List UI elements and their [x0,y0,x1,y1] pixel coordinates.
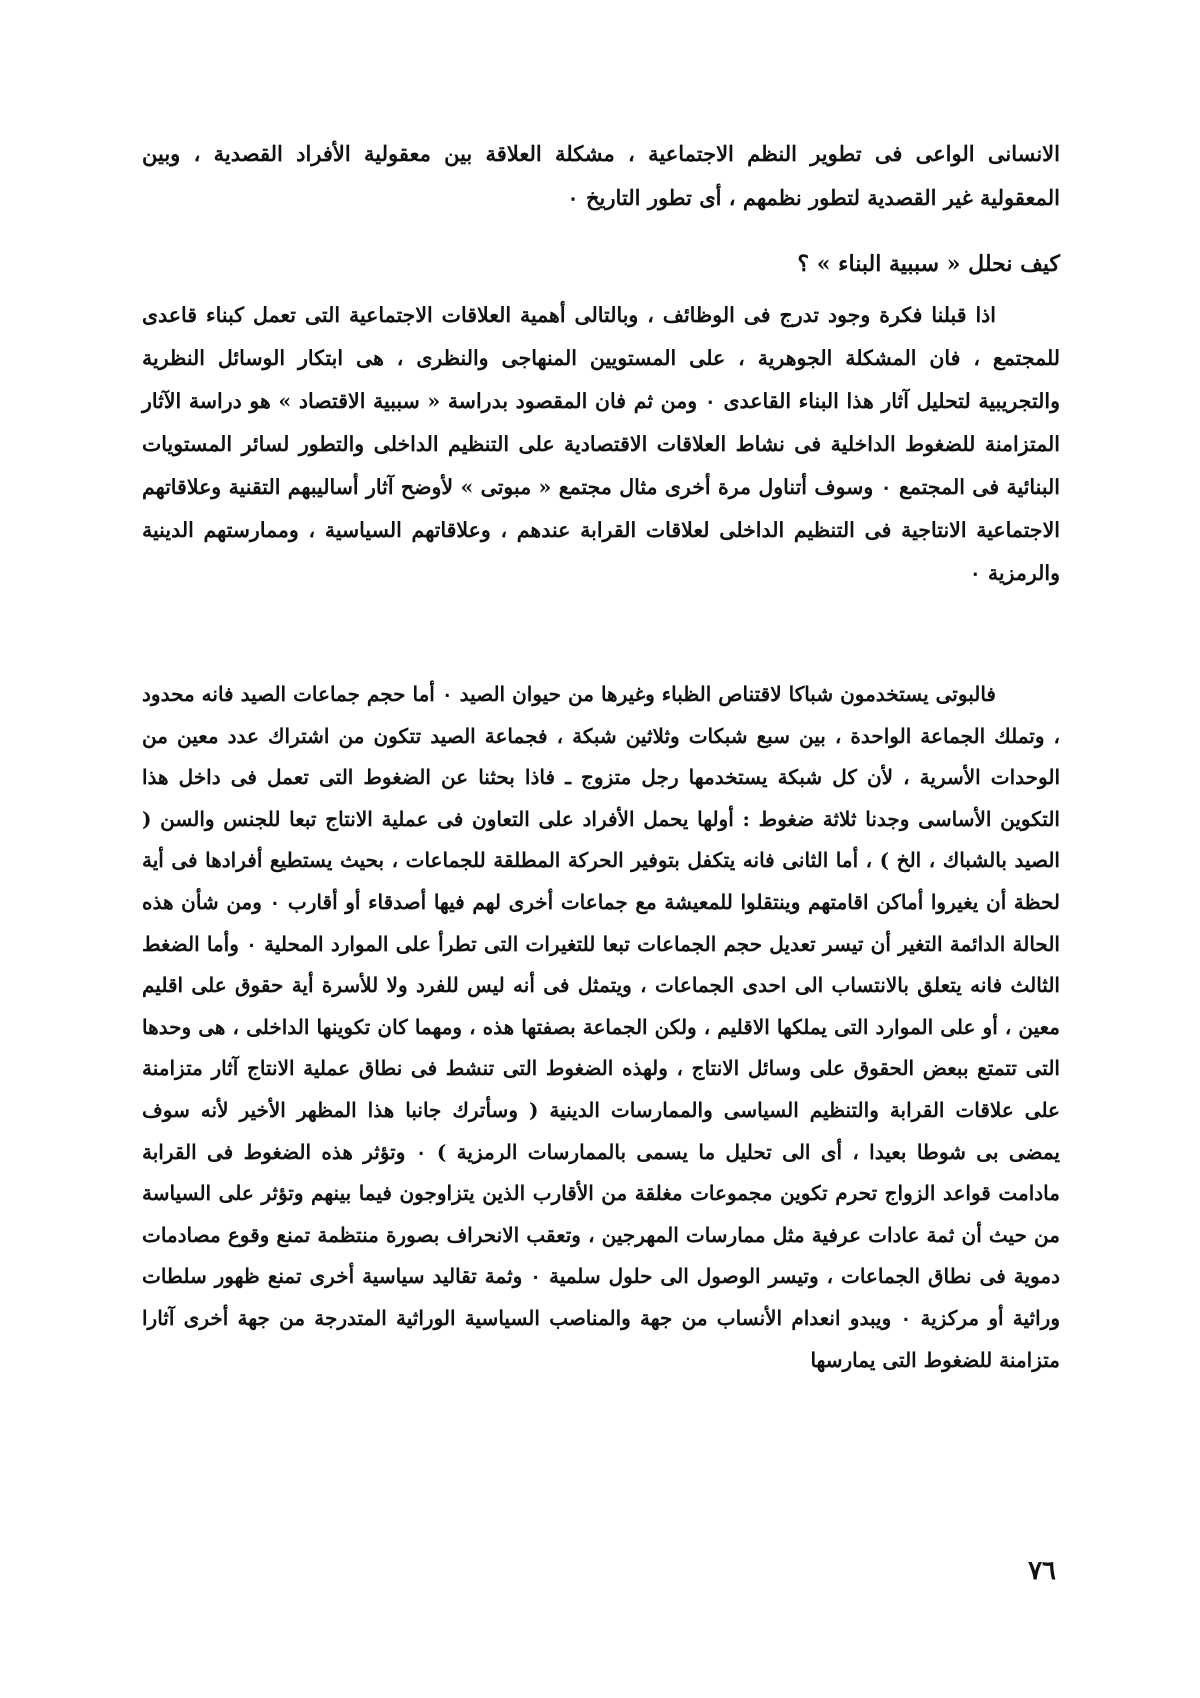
page-number: ٧٦ [1028,1556,1056,1586]
paragraph-mbuti-example-text: فالبوتى يستخدمون شباكا لاقتناص الظباء وغيرها من حيوان الصيد ٠ أما حجم جماعات الصيد فانه محدود ، وتملك الجماعة الواحدة ، بين سبع شبكات وثلاثين شبكة ، فجماعة الصيد تتكون من اشتراك عدد معين من الوحدات الأسرية ، لأن كل شبكة يستخدمها رجل متزوج ـ فاذا بحثنا عن الضغوط التى تعمل فى داخل هذا التكوين الأساسى وجدنا ثلاثة ضغوط : أولها يحمل الأفراد على التعاون فى عملية الانتاج تبعا للجنس والسن ( الصيد بالشباك ، الخ ) ، أما الثانى فانه يتكفل بتوفير الحركة المطلقة للجماعات ، بحيث يستطيع أفرادها فى أية لحظة أن يغيروا أماكن اقامتهم وينتقلوا للمعيشة مع جماعات أخرى لهم فيها أصدقاء أو أقارب ٠ ومن شأن هذه الحالة الدائمة التغير أن تيسر تعديل حجم الجماعات تبعا للتغيرات التى تطرأ على الموارد المحلية ٠ وأما الضغط الثالث فانه يتعلق بالانتساب الى احدى الجماعات ، ويتمثل فى أنه ليس للفرد ولا للأسرة أية حقوق على اقليم معين ، أو على الموارد التى يملكها الاقليم ، ولكن الجماعة بصفتها هذه ، ومهما كان تكوينها الداخلى ، هى وحدها التى تتمتع ببعض الحقوق على وسائل الانتاج ، ولهذه الضغوط التى تنشط فى نطاق عملية الانتاج آثار متزامنة على علاقات القرابة والتنظيم السياسى والممارسات الدينية ( وسأترك جانبا هذا المظهر الأخير لأنه سوف يمضى بى شوطا بعيدا ، أى الى تحليل ما يسمى بالممارسات الرمزية ) ٠ وتؤثر هذه الضغوط فى القرابة مادامت قواعد الزواج تحرم تكوين مجموعات مغلقة من الأقارب الذين يتزاوجون فيما بينهم وتؤثر على السياسة من حيث أن ثمة عادات عرفية مثل ممارسات المهرجين ، وتعقب الانحراف بصورة منتظمة تمنع وقوع مصادمات دموية فى نطاق الجماعات ، وتيسر الوصول الى حلول سلمية ٠ وثمة تقاليد سياسية أخرى تمنع ظهور سلطات وراثية أو مركزية ٠ ويبدو انعدام الأنساب من جهة والمناصب السياسية الوراثية المتدرجة من جهة أخرى آثارا متزامنة للضغوط التى يمارسها [142,682,1061,1372]
section-heading: كيف نحلل « سببية البناء » ؟ [797,251,1060,277]
paragraph-mbuti-example [142,674,1060,1381]
paragraph-structure-causality [142,294,1060,595]
paragraph-structure-causality-text: اذا قبلنا فكرة وجود تدرج فى الوظائف ، وبالتالى أهمية العلاقات الاجتماعية التى تعمل كبناء قاعدى للمجتمع ، فان المشكلة الجوهرية ، على المستويين المنهاجى والنظرى ، هى ابتكار الوسائل النظرية والتجريبية لتحليل آثار هذا البناء القاعدى ٠ ومن ثم فان المقصود بدراسة « سببية الاقتصاد » هو دراسة الآثار المتزامنة للضغوط الداخلية فى نشاط العلاقات الاقتصادية على التنظيم الداخلى والتطور لسائر المستويات البنائية فى المجتمع ٠ وسوف أتناول مرة أخرى مثال مجتمع « مبوتى » لأوضح آثار أساليبهم التقنية وعلاقاتهم الاجتماعية الانتاجية فى التنظيم الداخلى لعلاقات القرابة عندهم ، وعلاقاتهم السياسية ، وممارستهم الدينية والرمزية ٠ [142,303,1061,585]
paragraph-intro-continuation: الانسانى الواعى فى تطوير النظم الاجتماعية ، مشكلة العلاقة بين معقولية الأفراد القصدية ، وبين المعقولية غير القصدية لتطور نظمهم ، أى تطور التاريخ ٠ [142,141,1060,210]
